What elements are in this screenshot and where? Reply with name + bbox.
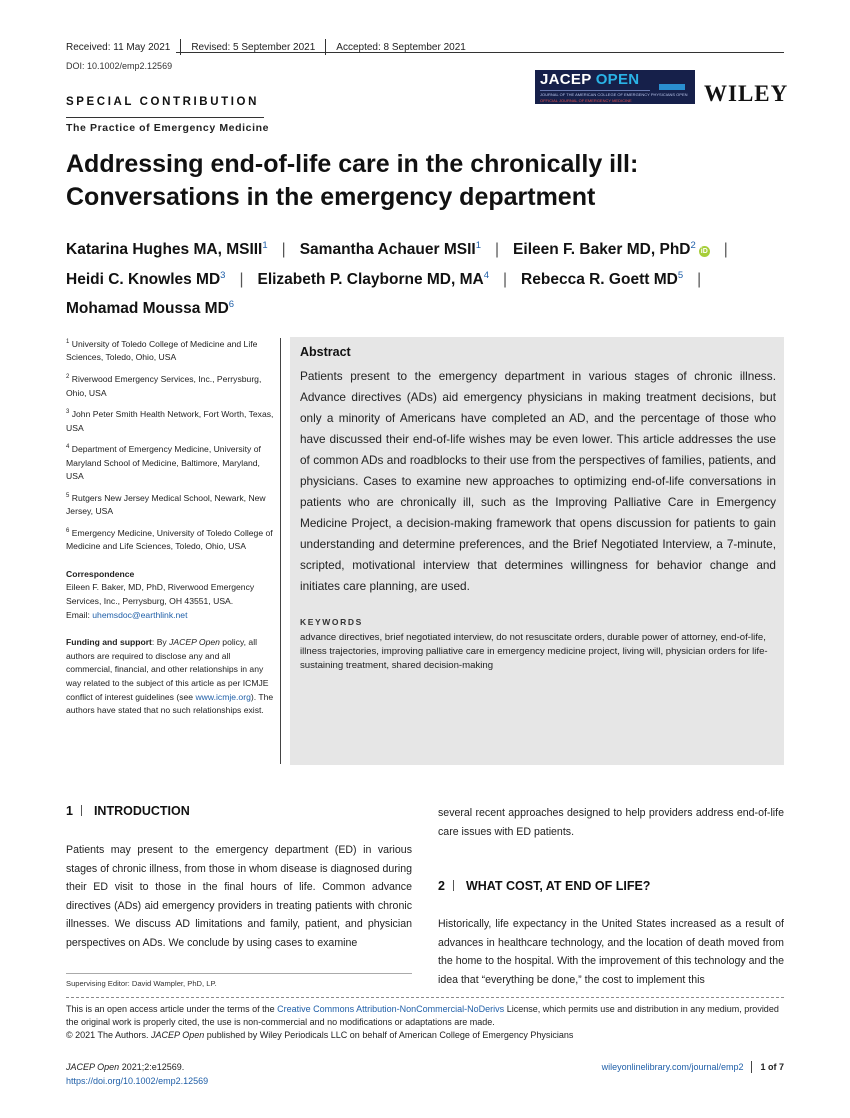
- author-separator: |: [503, 270, 508, 288]
- email-link[interactable]: uhemsdoc@earthlink.net: [92, 609, 188, 620]
- author-name[interactable]: Katarina Hughes MA, MSIII: [66, 241, 263, 259]
- author-separator: |: [723, 241, 728, 259]
- license-statement: This is an open access article under the terms of the Creative Commons Attribution-NonCommercial-NoDerivs License, which permits use and distribution in any medium, provided the original work is properly cited, the use is non-commercial and no modifications or adaptations are made. © 2021 The Authors. JACEP Open published by Wiley Periodicals LLC on behalf of American College of Emergency Physicians: [66, 1004, 779, 1041]
- logo-subtitle: JOURNAL OF THE AMERICAN COLLEGE OF EMERGENCY PHYSICIANS OPEN: [540, 92, 688, 97]
- article-doi: DOI: 10.1002/emp2.12569: [66, 61, 173, 71]
- section-subtitle: The Practice of Emergency Medicine: [66, 122, 270, 134]
- journal-site-link[interactable]: wileyonlinelibrary.com/journal/emp2: [601, 1062, 744, 1072]
- received-date: Received: 11 May 2021: [66, 41, 171, 53]
- author-affiliation[interactable]: 4: [483, 269, 490, 281]
- author-name[interactable]: Heidi C. Knowles MD: [66, 270, 221, 288]
- author-separator: |: [281, 241, 286, 259]
- section-label: SPECIAL CONTRIBUTION: [66, 96, 259, 108]
- affiliation-item: $^3$ John Peter Smith Health Network, Fort Worth, Texas, USA: [66, 408, 274, 433]
- doi-link[interactable]: https://doi.org/10.1002/emp2.12569: [66, 1075, 209, 1086]
- icmje-link[interactable]: www.icmje.org: [195, 691, 251, 702]
- correspondence-email: Email: uhemsdoc@earthlink.net: [66, 609, 188, 620]
- funding-statement: Funding and support: By JACEP Open policy, all authors are required to disclose any and all commercial, financial, and other relationships in any way related to the subject of this article as per ICMJE conflict of interest guidelines (see www.icmje.org). The authors have stated that no such relationships exist.: [66, 637, 274, 716]
- introduction-paragraph: Patients may present to the emergency department (ED) in various stages of chronic illness, from those in whom disease is diagnosed during their ED visit to those in the final hours of life. Common advance directives (ADs) aid emergency providers in treating patients with chronic illnesses. We discuss AD limitations and family, patient, and physician perspectives on ADs. We conclude by using cases to examine: [66, 844, 412, 949]
- footer-right: [602, 1061, 784, 1073]
- page-number: 1 of 7: [760, 1062, 784, 1072]
- author-name[interactable]: Samantha Achauer MSII: [299, 241, 476, 259]
- article-title: Addressing end-of-life care in the chronically ill: Conversations in the emergency department: [66, 150, 639, 211]
- jacep-logo-title: JACEP OPEN: [540, 71, 640, 88]
- column-divider: [280, 338, 281, 764]
- affiliation-item: $^5$ Rutgers New Jersey Medical School, Newark, New Jersey, USA: [66, 492, 266, 517]
- author-separator: |: [697, 270, 702, 288]
- affiliation-item: $^4$ Department of Emergency Medicine, University of Maryland School of Medicine, Baltimore, Maryland, USA: [66, 444, 261, 482]
- revised-date: Revised: 5 September 2021: [191, 41, 316, 53]
- correspondence-text: Eileen F. Baker, MD, PhD, Riverwood Emergency Services, Inc., Perrysburg, OH 43551, USA.: [66, 582, 255, 607]
- wiley-logo: WILEY: [704, 81, 789, 106]
- supervising-editor-note: Supervising Editor: David Wampler, PhD, LP.: [66, 979, 217, 988]
- author-name[interactable]: Mohamad Moussa MD: [66, 300, 229, 318]
- affiliations-column: [66, 336, 274, 718]
- affiliation-item: $^6$ Emergency Medicine, University of Toledo College of Medicine and Life Sciences, Toledo, Ohio, USA: [66, 527, 273, 552]
- author-list: [66, 233, 806, 322]
- author-name[interactable]: Rebecca R. Goett MD: [521, 270, 678, 288]
- accepted-date: Accepted: 8 September 2021: [336, 41, 466, 53]
- abstract-box: [290, 337, 784, 765]
- author-name[interactable]: Elizabeth P. Clayborne MD, MA: [257, 270, 484, 288]
- author-affiliation[interactable]: 1: [262, 240, 268, 251]
- license-divider: [66, 997, 784, 998]
- creative-commons-link[interactable]: Creative Commons Attribution-NonCommercial-NoDerivs: [277, 1004, 505, 1014]
- correspondence-heading: Correspondence: [66, 568, 135, 579]
- affiliation-item: $^1$ University of Toledo College of Medicine and Life Sciences, Toledo, Ohio, USA: [66, 338, 258, 363]
- logo-badge: [659, 84, 685, 90]
- logo-rule: [540, 90, 650, 91]
- affiliation-item: $^2$ Riverwood Emergency Services, Inc., Perrysburg, Ohio, USA: [66, 373, 262, 398]
- keywords-text: advance directives, brief negotiated interview, do not resuscitate orders, durable power of attorney, end-of-life, illness trajectories, improving palliative care in emergency medicine project, living will, physician orders for life-sustaining treatment, shared decision-making: [300, 632, 768, 671]
- author-name[interactable]: Eileen F. Baker MD, PhD: [513, 241, 691, 259]
- what-cost-paragraph: Historically, life expectancy in the United States increased as a result of advances in healthcare technology, and the location of death moved from the home to the hospital. With the improvement of this technology and the idea that “everything be done,” the cost to implement this: [438, 918, 784, 986]
- footnote-rule: [66, 973, 412, 974]
- author-affiliation[interactable]: 6: [228, 299, 235, 311]
- logo-org: OFFICIAL JOURNAL OF EMERGENCY MEDICINE: [540, 98, 632, 103]
- author-separator: |: [239, 270, 244, 288]
- author-separator: |: [495, 241, 500, 259]
- footer-citation: JACEP Open 2021;2:e12569. https://doi.org/10.1002/emp2.12569: [66, 1062, 209, 1086]
- author-affiliation[interactable]: 1: [475, 240, 482, 251]
- abstract-text: Patients present to the emergency department in various stages of chronic illness. Advance directives (ADs) aid emergency physicians in making treatment decisions, but only a minority of Americans have completed an AD, and the percentage of those who have discussed their end-of-life wishes may be even lower. This article addresses the use of common ADs and roadblocks to their use from the perspectives of families, patients, and physicians. Cases to examine new approaches to optimizing end-of-life conversations in patients who are chronically ill, such as the Improving Palliative Care in Emergency Medicine Project, a decision-making framework that opens discussion for patients to gain understanding and determine preferences, and the Brief Negotiated Interview, a 7-minute, scripted, motivational interview that determines willingness for behavior change and initiates care planning, are used.: [300, 369, 776, 593]
- orcid-icon[interactable]: iD: [700, 248, 708, 256]
- author-affiliation[interactable]: 3: [220, 269, 226, 281]
- footer-divider: [751, 1061, 752, 1073]
- introduction-continued: several recent approaches designed to help providers address end-of-life care issues with ED patients.: [438, 807, 784, 838]
- author-affiliation[interactable]: 5: [677, 269, 684, 281]
- abstract-heading: Abstract: [300, 345, 351, 359]
- keywords-heading: KEYWORDS: [300, 617, 363, 627]
- section-heading-introduction: 1 INTRODUCTION: [66, 804, 190, 818]
- section-heading-what-cost: 2 WHAT COST, AT END OF LIFE?: [438, 879, 651, 893]
- author-affiliation[interactable]: 2: [690, 240, 696, 251]
- jacep-open-logo: [535, 70, 695, 104]
- section-rule: [66, 117, 264, 118]
- header-rule: [176, 52, 784, 53]
